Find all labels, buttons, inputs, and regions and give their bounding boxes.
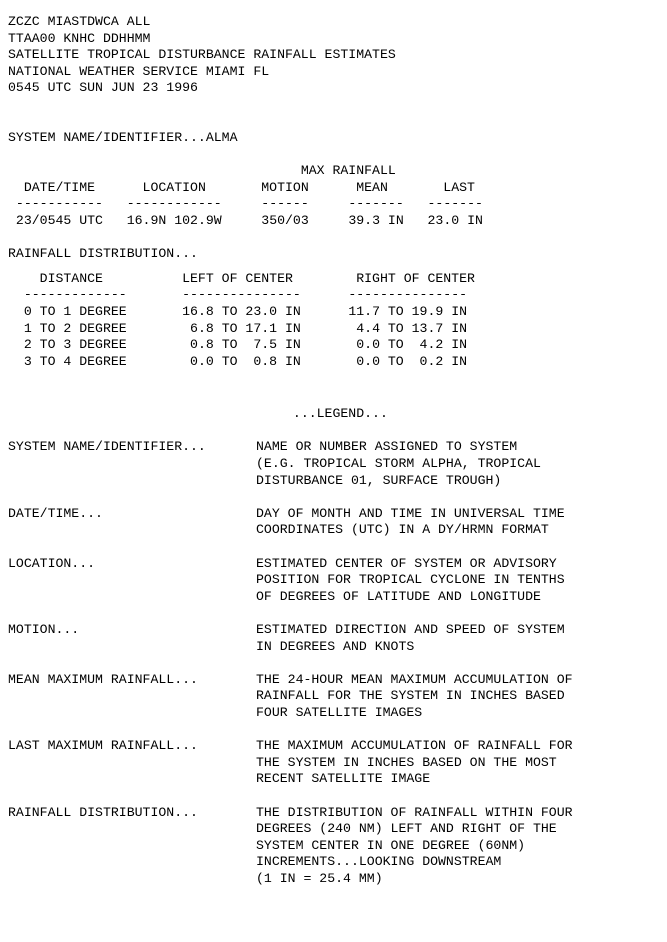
cell-mean: 39.3 IN bbox=[348, 212, 404, 228]
definition-line: (E.G. TROPICAL STORM ALPHA, TROPICAL bbox=[256, 456, 541, 472]
definition-line: OF DEGREES OF LATITUDE AND LONGITUDE bbox=[256, 588, 541, 604]
cell-right: 0.0 TO 0.2 IN bbox=[348, 353, 468, 369]
summary-data-row bbox=[8, 213, 573, 230]
distribution-table bbox=[8, 271, 573, 371]
definition-line: ESTIMATED DIRECTION AND SPEED OF SYSTEM bbox=[256, 622, 565, 637]
col-left-of-center: LEFT OF CENTER bbox=[182, 270, 293, 286]
legend-definition bbox=[256, 506, 565, 539]
cell-left: 16.8 TO 23.0 IN bbox=[182, 303, 301, 319]
distribution-header-row bbox=[8, 271, 573, 288]
cell-right: 4.4 TO 13.7 IN bbox=[348, 320, 468, 336]
cell-right: 0.0 TO 4.2 IN bbox=[348, 337, 468, 353]
legend-entry bbox=[8, 672, 573, 722]
cell-left: 0.8 TO 7.5 IN bbox=[182, 337, 301, 353]
definition-line: COORDINATES (UTC) IN A DY/HRMN FORMAT bbox=[256, 522, 549, 538]
legend-entry bbox=[8, 738, 573, 788]
distribution-dash-row bbox=[8, 287, 573, 304]
cell-distance: 2 TO 3 DEGREE bbox=[23, 337, 127, 353]
legend-list bbox=[8, 439, 573, 887]
distribution-row bbox=[8, 354, 573, 371]
dash: ------- bbox=[348, 196, 404, 212]
legend-entry bbox=[8, 506, 573, 539]
header-title: SATELLITE TROPICAL DISTURBANCE RAINFALL ESTIMATES bbox=[8, 47, 396, 63]
legend-entry bbox=[8, 805, 573, 888]
definition-line: POSITION FOR TROPICAL CYCLONE IN TENTHS bbox=[256, 572, 565, 588]
col-right-of-center: RIGHT OF CENTER bbox=[356, 270, 475, 286]
header-timestamp: 0545 UTC SUN JUN 23 1996 bbox=[8, 80, 198, 96]
bulletin-document bbox=[8, 14, 573, 888]
legend-definition bbox=[256, 622, 565, 655]
col-last: LAST bbox=[443, 179, 475, 195]
cell-date-time: 23/0545 UTC bbox=[15, 212, 103, 228]
legend-term: MEAN MAXIMUM RAINFALL... bbox=[8, 671, 198, 687]
header-office: NATIONAL WEATHER SERVICE MIAMI FL bbox=[8, 63, 270, 79]
distribution-row bbox=[8, 321, 573, 338]
system-identifier: SYSTEM NAME/IDENTIFIER...ALMA bbox=[8, 129, 238, 145]
dash: --------------- bbox=[182, 287, 301, 303]
definition-line: THE MAXIMUM ACCUMULATION OF RAINFALL FOR bbox=[256, 738, 573, 754]
cell-right: 11.7 TO 19.9 IN bbox=[348, 303, 468, 319]
cell-last: 23.0 IN bbox=[427, 212, 483, 228]
legend-entry bbox=[8, 556, 573, 606]
definition-line: THE SYSTEM IN INCHES BASED ON THE MOST bbox=[256, 754, 557, 770]
summary-table bbox=[8, 163, 573, 229]
legend-term: DATE/TIME... bbox=[8, 505, 103, 521]
definition-line: THE DISTRIBUTION OF RAINFALL WITHIN FOUR bbox=[256, 804, 573, 820]
cell-left: 6.8 TO 17.1 IN bbox=[182, 320, 301, 336]
dash: ------------- bbox=[23, 287, 127, 303]
col-mean: MEAN bbox=[356, 179, 388, 195]
summary-header-row bbox=[8, 180, 573, 197]
col-motion: MOTION bbox=[261, 179, 309, 195]
max-rainfall-header: MAX RAINFALL bbox=[300, 163, 396, 179]
legend-definition bbox=[256, 439, 541, 489]
cell-distance: 0 TO 1 DEGREE bbox=[23, 303, 127, 319]
dash: ------ bbox=[261, 196, 309, 212]
summary-group-header bbox=[8, 163, 573, 180]
definition-line: DEGREES (240 NM) LEFT AND RIGHT OF THE bbox=[256, 821, 557, 837]
dash: --------------- bbox=[348, 287, 468, 303]
cell-left: 0.0 TO 0.8 IN bbox=[182, 353, 301, 369]
legend-term: MOTION... bbox=[8, 622, 80, 637]
legend-entry bbox=[8, 439, 573, 489]
header-line: ZCZC MIASTDWCA ALL bbox=[8, 14, 151, 29]
definition-line: DAY OF MONTH AND TIME IN UNIVERSAL TIME bbox=[256, 505, 565, 521]
legend-title bbox=[8, 406, 573, 423]
summary-dash-row bbox=[8, 196, 573, 213]
cell-distance: 1 TO 2 DEGREE bbox=[23, 320, 127, 336]
cell-location: 16.9N 102.9W bbox=[126, 212, 222, 228]
bulletin-header bbox=[8, 14, 573, 97]
col-date-time: DATE/TIME bbox=[23, 179, 96, 195]
distribution-row bbox=[8, 304, 573, 321]
definition-line: (1 IN = 25.4 MM) bbox=[256, 870, 383, 886]
col-location: LOCATION bbox=[142, 179, 206, 195]
legend-definition bbox=[256, 805, 573, 888]
cell-distance: 3 TO 4 DEGREE bbox=[23, 353, 127, 369]
legend-title-text: ...LEGEND... bbox=[292, 406, 388, 422]
definition-line: IN DEGREES AND KNOTS bbox=[256, 638, 415, 654]
cell-motion: 350/03 bbox=[261, 212, 309, 228]
definition-line: FOUR SATELLITE IMAGES bbox=[256, 704, 423, 720]
legend-term: SYSTEM NAME/IDENTIFIER... bbox=[8, 439, 206, 455]
definition-line: RECENT SATELLITE IMAGE bbox=[256, 771, 431, 787]
definition-line: RAINFALL FOR THE SYSTEM IN INCHES BASED bbox=[256, 688, 565, 704]
legend-definition bbox=[256, 738, 573, 788]
definition-line: DISTURBANCE 01, SURFACE TROUGH) bbox=[256, 472, 502, 488]
legend-term: LOCATION... bbox=[8, 555, 96, 571]
dash: ----------- bbox=[15, 196, 103, 212]
definition-line: ESTIMATED CENTER OF SYSTEM OR ADVISORY bbox=[256, 555, 557, 571]
legend-definition bbox=[256, 672, 573, 722]
legend-entry bbox=[8, 622, 573, 655]
definition-line: NAME OR NUMBER ASSIGNED TO SYSTEM bbox=[256, 439, 518, 455]
legend-term: LAST MAXIMUM RAINFALL... bbox=[8, 738, 198, 754]
definition-line: SYSTEM CENTER IN ONE DEGREE (60NM) bbox=[256, 837, 526, 853]
distribution-row bbox=[8, 337, 573, 354]
header-line: TTAA00 KNHC DDHHMM bbox=[8, 30, 151, 46]
definition-line: THE 24-HOUR MEAN MAXIMUM ACCUMULATION OF bbox=[256, 671, 573, 687]
col-distance: DISTANCE bbox=[39, 270, 103, 286]
dash: ------- bbox=[427, 196, 483, 212]
definition-line: INCREMENTS...LOOKING DOWNSTREAM bbox=[256, 854, 502, 870]
legend-definition bbox=[256, 556, 565, 606]
distribution-title: RAINFALL DISTRIBUTION... bbox=[8, 246, 198, 262]
dash: ------------ bbox=[126, 196, 222, 212]
legend-term: RAINFALL DISTRIBUTION... bbox=[8, 804, 198, 820]
